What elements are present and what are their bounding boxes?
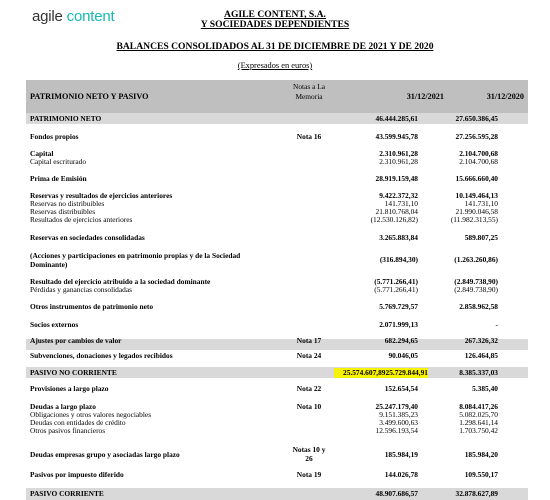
- row-value-2020: 32.878.627,89: [455, 489, 498, 498]
- row-label: Reservas en sociedades consolidadas: [30, 233, 145, 242]
- row-label: PASIVO CORRIENTE: [30, 489, 104, 498]
- row-label: Deudas empresas grupo y asociadas largo plazo: [30, 450, 180, 459]
- row-label: Obligaciones y otros valores negociables: [30, 410, 152, 419]
- row-value-2021: 185.984,19: [384, 450, 418, 459]
- row-label: Reservas no distribuibles: [30, 199, 105, 208]
- row-value-2021: 90.046,05: [388, 351, 418, 360]
- row-label: Subvenciones, donaciones y legados recibidos: [30, 351, 173, 360]
- row-value-2020: 589.807,25: [464, 233, 498, 242]
- row-value-2020: -: [495, 320, 498, 329]
- row-label: (Acciones y participaciones en patrimonio propias y de la Sociedad: [30, 251, 241, 260]
- row-value-2021: 5.769.729,57: [379, 302, 418, 311]
- row-note: Nota 17: [296, 336, 322, 345]
- column-header-2021: 31/12/2021: [406, 92, 444, 101]
- row-label: Pasivos por impuesto diferido: [30, 470, 124, 479]
- row-label: Ajustes por cambios de valor: [30, 336, 122, 345]
- row-value-2021: (316.894,30): [379, 255, 418, 264]
- row-value-2021: 2.310.961,28: [379, 157, 418, 166]
- column-header-bar: [26, 80, 528, 113]
- row-value-2020: 8.385.337,03: [459, 368, 498, 377]
- row-label: PATRIMONIO NETO: [30, 114, 102, 123]
- row-value-2020: 1.703.750,42: [459, 426, 498, 435]
- row-value-2021: (5.771.266,41): [374, 277, 418, 286]
- report-title: BALANCES CONSOLIDADOS AL 31 DE DICIEMBRE DE 2021 Y DE 2020: [116, 41, 434, 52]
- row-value-2020: 21.990.046,58: [455, 207, 498, 216]
- row-value-2021: 25.247.179,40: [375, 402, 418, 411]
- column-header-2020: 31/12/2020: [486, 92, 524, 101]
- row-note: Nota 16: [296, 132, 322, 141]
- row-label: Otros instrumentos de patrimonio neto: [30, 302, 154, 311]
- row-value-2021: 3.265.883,84: [379, 233, 418, 242]
- row-label: Capital escriturado: [30, 157, 87, 166]
- column-header-notes: Notas a La Memoria: [292, 82, 325, 101]
- company-name: AGILE CONTENT, S.A.: [224, 9, 326, 20]
- row-value-2021: 28.919.159,48: [375, 174, 418, 183]
- row-value-2020: (1.263.260,86): [454, 255, 498, 264]
- row-value-2021: 3.499.600,63: [379, 418, 418, 427]
- row-value-2020: 185.984,20: [464, 450, 498, 459]
- row-value-2021: 48.907.686,57: [375, 489, 418, 498]
- row-label: Reservas distribuibles: [30, 207, 96, 216]
- row-label: Deudas a largo plazo: [30, 402, 96, 411]
- row-note: Nota 19: [296, 470, 322, 479]
- row-value-2021: 682.294,65: [384, 336, 418, 345]
- row-value-2020: 5.385,40: [472, 384, 498, 393]
- logo-accent-text: content: [66, 8, 115, 25]
- highlighted-value-2021: 25.574.607,8925.729.844,91: [334, 368, 428, 378]
- row-value-2020: 126.464,85: [464, 351, 498, 360]
- row-label: Otros pasivos financieros: [30, 426, 106, 435]
- row-value-2021: 2.310.961,28: [379, 149, 418, 158]
- row-note: Nota 10: [296, 402, 322, 411]
- row-label-continued: Dominante): [30, 260, 68, 269]
- currency-note: (Expresados en euros): [237, 61, 313, 70]
- row-value-2021: 2.071.999,13: [379, 320, 418, 329]
- row-label: PASIVO NO CORRIENTE: [30, 368, 117, 377]
- row-label: Capital: [30, 149, 54, 158]
- column-header-label: PATRIMONIO NETO Y PASIVO: [30, 92, 149, 101]
- row-note: Nota 24: [296, 351, 322, 360]
- row-value-2020: 267.326,32: [464, 336, 498, 345]
- subsidiaries-line: Y SOCIEDADES DEPENDIENTES: [200, 19, 350, 30]
- row-value-2021: 9.422.372,32: [379, 191, 418, 200]
- row-value-2020: 2.104.700,68: [459, 157, 498, 166]
- row-value-2021: 144.026,78: [384, 470, 418, 479]
- row-value-2021: 141.731,10: [384, 199, 418, 208]
- row-value-2020: (11.982.313,55): [450, 215, 498, 224]
- row-label: Deudas con entidades de crédito: [30, 418, 126, 427]
- row-value-2021: 152.654,54: [384, 384, 418, 393]
- row-value-2021: 43.599.945,78: [375, 132, 418, 141]
- row-label: Socios externos: [30, 320, 79, 329]
- row-label: Pérdidas y ganancias consolidadas: [30, 285, 133, 294]
- row-label: Resultados de ejercicios anteriores: [30, 215, 133, 224]
- row-value-2020: 2.104.700,68: [459, 149, 498, 158]
- row-value-2021: 9.151.385,23: [379, 410, 418, 419]
- row-value-2021: 12.596.193,54: [375, 426, 418, 435]
- row-value-2020: 27.256.595,28: [455, 132, 498, 141]
- row-label: Fondos propios: [30, 132, 79, 141]
- row-label: Provisiones a largo plazo: [30, 384, 109, 393]
- row-value-2020: 2.858.962,58: [459, 302, 498, 311]
- row-value-2021: 21.810.768,04: [375, 207, 418, 216]
- row-value-2021: (12.530.126,82): [370, 215, 418, 224]
- row-value-2020: (2.849.738,90): [454, 277, 498, 286]
- row-value-2021: (5.771.266,41): [374, 285, 418, 294]
- row-value-2020: 27.650.386,45: [455, 114, 498, 123]
- row-value-2021: 46.444.285,61: [375, 114, 418, 123]
- row-note-continued: 26: [305, 454, 313, 463]
- row-value-2020: 10.149.464,13: [455, 191, 498, 200]
- row-note: Notas 10 y: [292, 445, 326, 454]
- row-label: Reservas y resultados de ejercicios anteriores: [30, 191, 173, 200]
- row-value-2020: 15.666.660,40: [455, 174, 498, 183]
- row-label: Resultado del ejercicio atribuido a la sociedad dominante: [30, 277, 211, 286]
- row-value-2020: 5.082.025,70: [459, 410, 498, 419]
- row-label: Prima de Emisión: [30, 174, 87, 183]
- row-note: Nota 22: [296, 384, 322, 393]
- row-value-2020: 8.084.417,26: [459, 402, 498, 411]
- row-value-2020: 109.550,17: [464, 470, 498, 479]
- row-value-2020: 141.731,10: [464, 199, 498, 208]
- logo-text: agile: [32, 8, 67, 25]
- row-value-2020: 1.298.641,14: [459, 418, 498, 427]
- row-value-2020: (2.849.738,90): [454, 285, 498, 294]
